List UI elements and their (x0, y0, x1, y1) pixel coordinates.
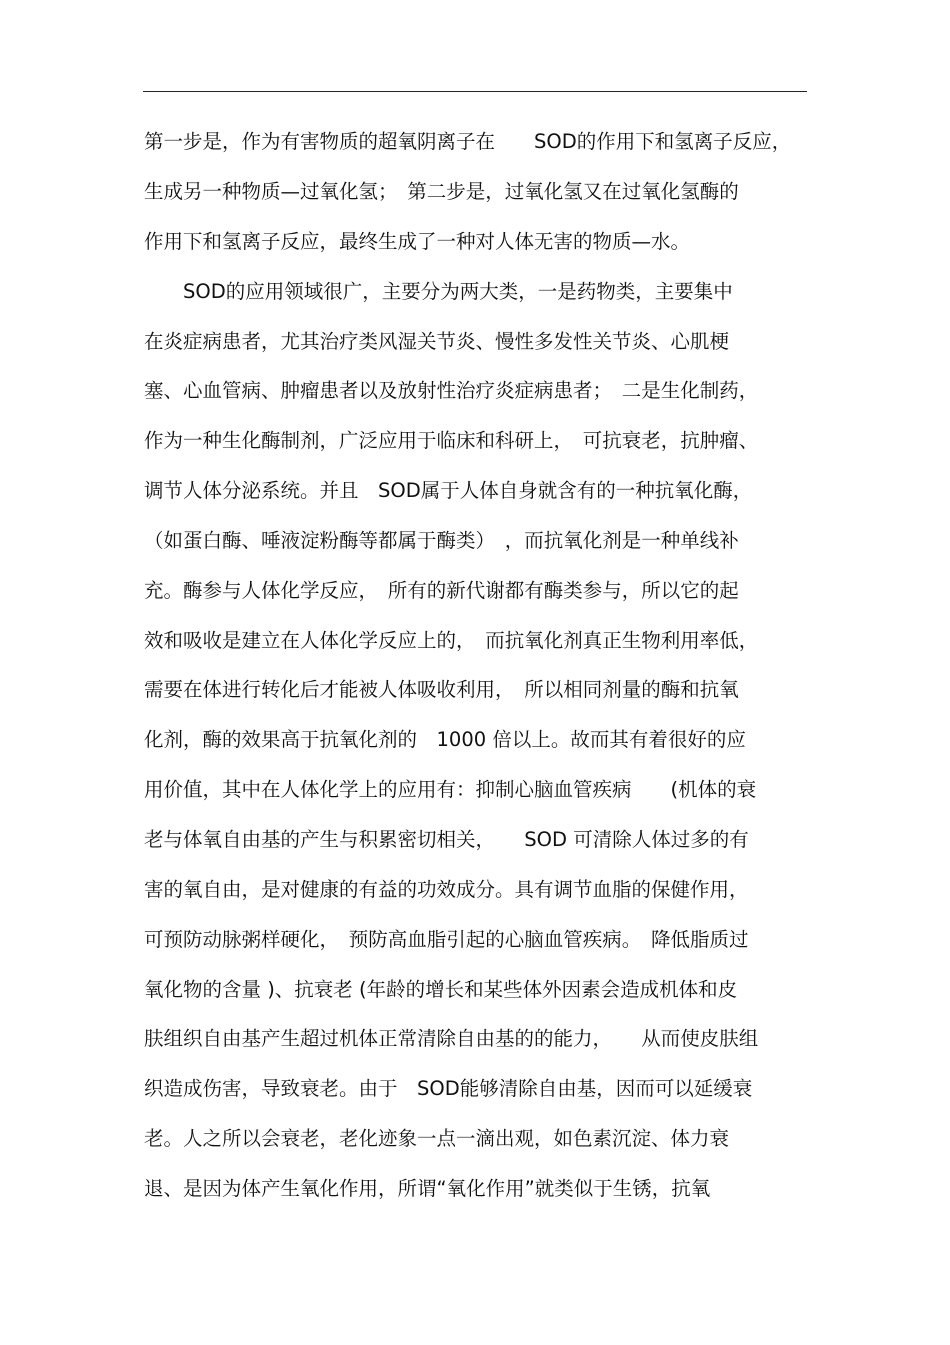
text-line: 氧化物的含量 )、抗衰老 (年龄的增长和某些体外因素会造成机体和皮 (144, 978, 738, 1001)
text-line: 织造成伤害，导致衰老。由于 SOD能够清除自由基，因而可以延缓衰 (144, 1077, 753, 1100)
text-line: 效和吸收是建立在人体化学反应上的， 而抗氧化剂真正生物利用率低， (144, 629, 759, 652)
text-line: 调节人体分泌系统。并且 SOD属于人体自身就含有的一种抗氧化酶， (144, 479, 753, 502)
text-line: 用价值，其中在人体化学上的应用有：抑制心脑血管疾病 (机体的衰 (144, 778, 757, 801)
text-line: 生成另一种物质—过氧化氢； 第二步是，过氧化氢又在过氧化氢酶的 (144, 180, 739, 203)
text-line: 老。人之所以会衰老，老化迹象一点一滴出观，如色素沉淀、体力衰 (144, 1127, 730, 1150)
text-line: 化剂，酶的效果高于抗氧化剂的 1000 倍以上。故而其有着很好的应 (144, 728, 746, 751)
text-line: 在炎症病患者，尤其治疗类风湿关节炎、慢性多发性关节炎、心肌梗 (144, 330, 730, 353)
text-line: 害的氧自由，是对健康的有益的功效成分。具有调节血脂的保健作用， (144, 878, 749, 901)
text-line: 作用下和氢离子反应，最终生成了一种对人体无害的物质—水。 (144, 230, 691, 253)
text-line: 需要在体进行转化后才能被人体吸收利用， 所以相同剂量的酶和抗氧 (144, 678, 739, 701)
text-line: 退、是因为体产生氧化作用，所谓“氧化作用”就类似于生锈，抗氧 (144, 1177, 711, 1200)
text-line: 第一步是，作为有害物质的超氧阴离子在 SOD的作用下和氢离子反应， (144, 130, 792, 153)
text-line: 塞、心血管病、肿瘤患者以及放射性治疗炎症病患者； 二是生化制药， (144, 379, 759, 402)
text-line: 老与体氧自由基的产生与积累密切相关， SOD 可清除人体过多的有 (144, 828, 749, 851)
text-line: 作为一种生化酶制剂，广泛应用于临床和科研上， 可抗衰老，抗肿瘤、 (144, 429, 759, 452)
text-line: SOD的应用领域很广，主要分为两大类，一是药物类，主要集中 (144, 280, 733, 303)
text-line: 肤组织自由基产生超过机体正常清除自由基的的能力， 从而使皮肤组 (144, 1027, 759, 1050)
text-line: 充。酶参与人体化学反应， 所有的新代谢都有酶类参与，所以它的起 (144, 579, 739, 602)
text-line: （如蛋白酶、唾液淀粉酶等都属于酶类） ，而抗氧化剂是一种单线补 (144, 529, 739, 552)
text-line: 可预防动脉粥样硬化， 预防高血脂引起的心脑血管疾病。 降低脂质过 (144, 928, 749, 951)
